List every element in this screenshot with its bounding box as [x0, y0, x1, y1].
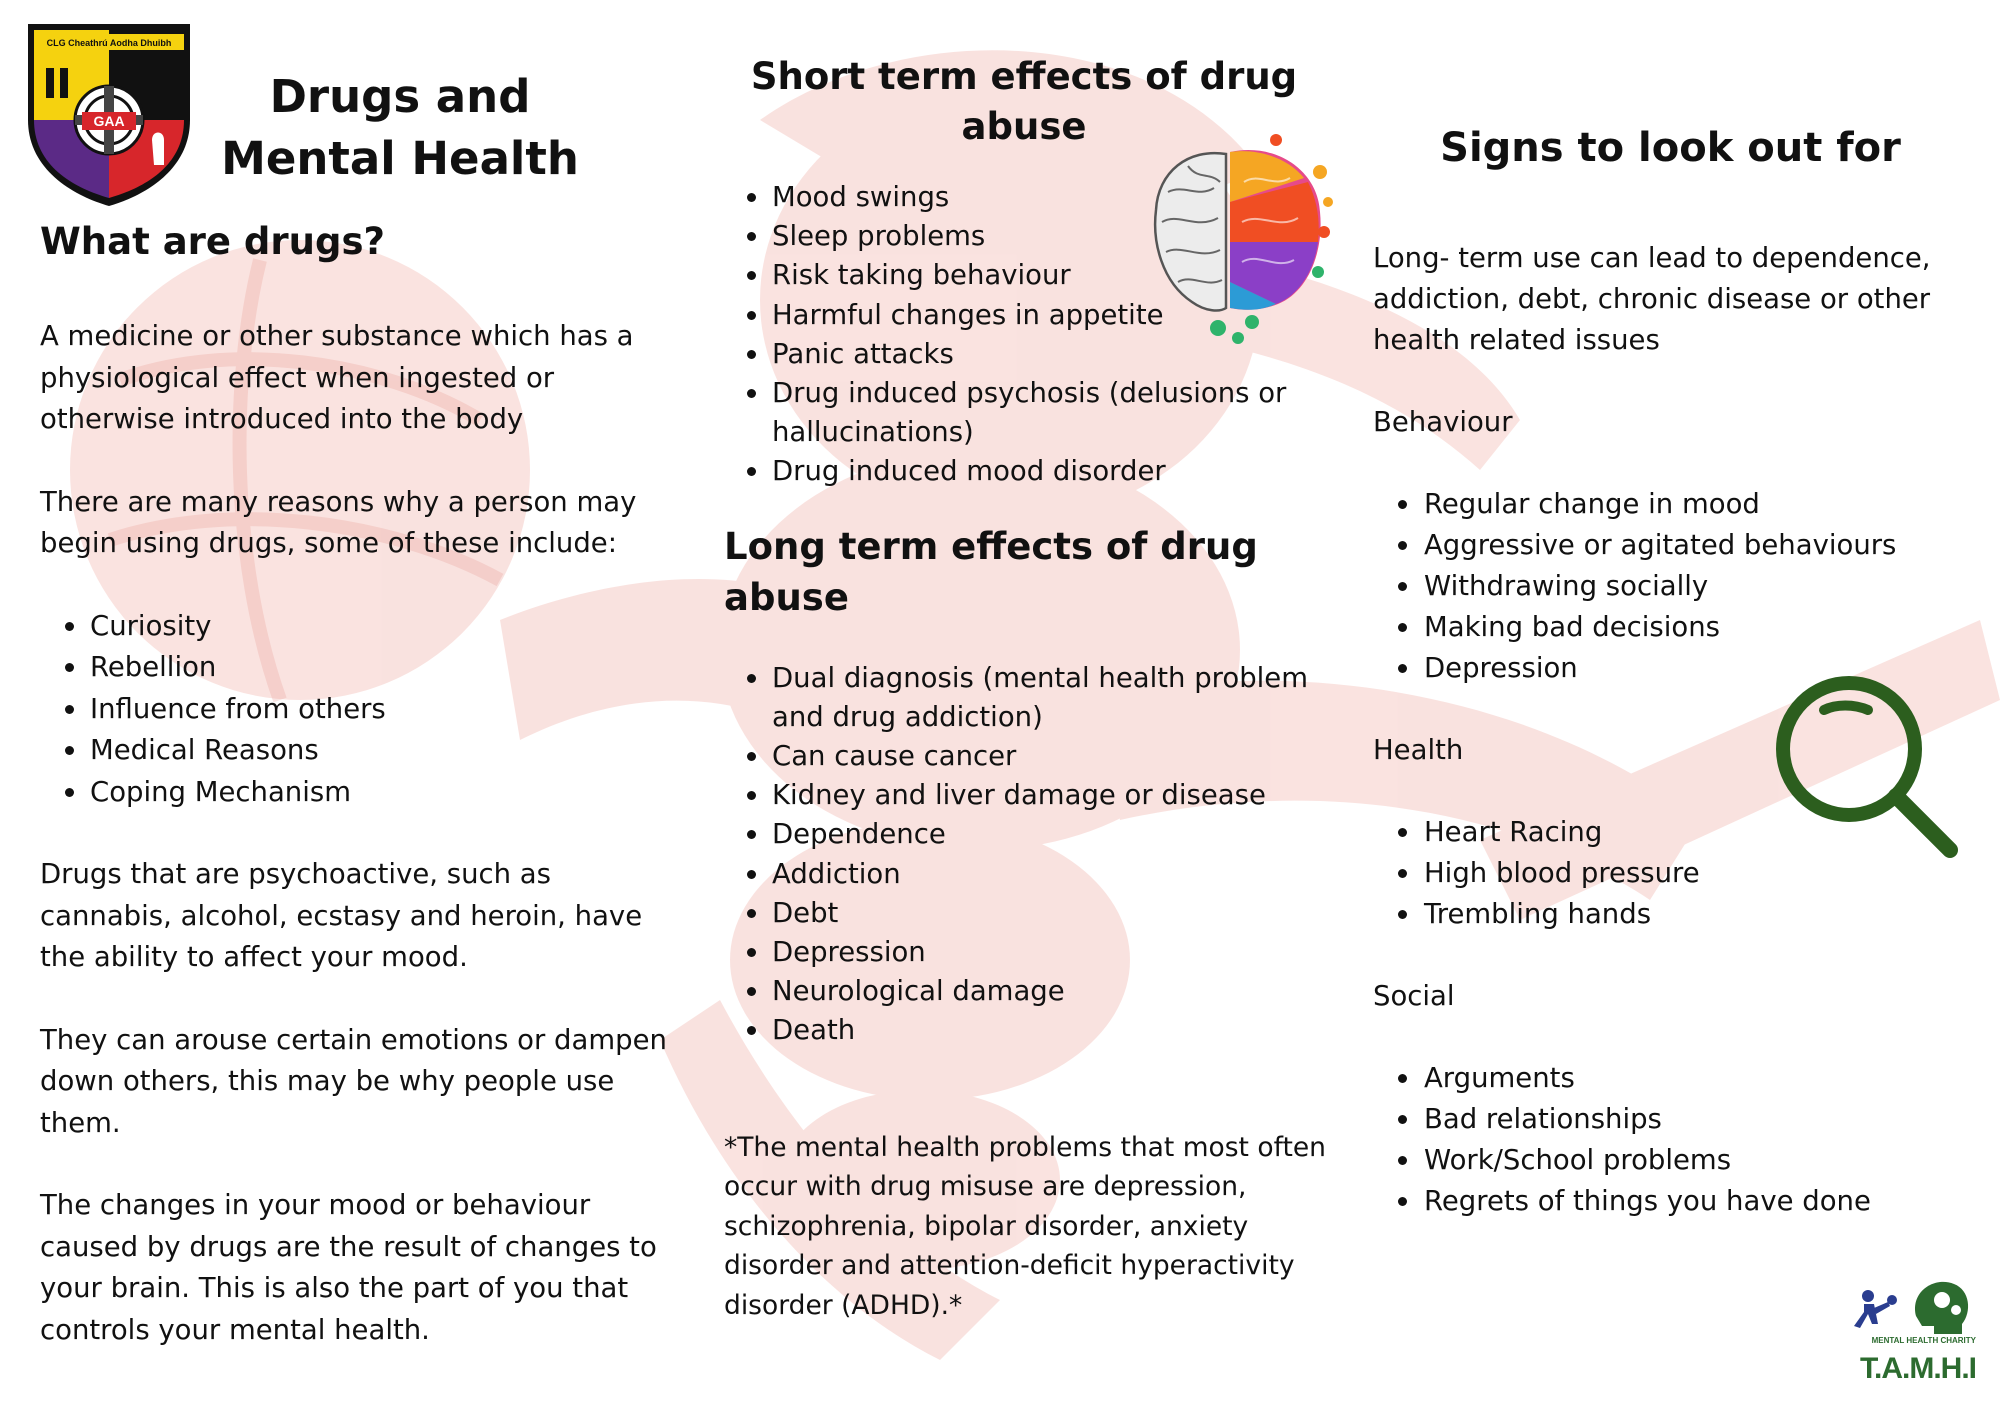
list-item: Depression — [772, 933, 1344, 972]
brain-icon — [1148, 132, 1334, 352]
health-heading: Health — [1373, 734, 1464, 766]
brain-changes-paragraph: The changes in your mood or behaviour caused by drugs are the result of changes to your brain. This is also the part of you that controls your mental health. — [40, 1189, 657, 1346]
list-item: Kidney and liver damage or disease — [772, 776, 1344, 815]
psychoactive-paragraph: Drugs that are psychoactive, such as cannabis, alcohol, ecstasy and heroin, have the ability to affect your mood. — [40, 858, 643, 973]
list-item: Risk taking behaviour — [772, 256, 1344, 295]
short-term-effects-heading: Short term effects of drug abuse — [750, 55, 1298, 148]
list-item: Making bad decisions — [1424, 607, 1973, 648]
magnifier-icon — [1764, 664, 1964, 864]
social-list — [1424, 1058, 1973, 1222]
crest-text: CLG Cheathrú Aodha Dhuibh — [46, 38, 172, 48]
list-item: Withdrawing socially — [1424, 566, 1973, 607]
list-item: Dependence — [772, 815, 1344, 854]
list-item: Depression — [1424, 648, 1973, 689]
list-item: Mood swings — [772, 178, 1344, 217]
reasons-list — [90, 606, 680, 814]
long-term-effects-heading: Long term effects of drug abuse — [724, 524, 1258, 619]
list-item: Work/School problems — [1424, 1140, 1973, 1181]
signs-heading: Signs to look out for — [1440, 125, 1901, 171]
list-item: Sleep problems — [772, 217, 1344, 256]
list-item: Regular change in mood — [1424, 484, 1973, 525]
list-item: Debt — [772, 894, 1344, 933]
list-item: Death — [772, 1011, 1344, 1050]
list-item: High blood pressure — [1424, 853, 1973, 894]
list-item: Rebellion — [90, 647, 680, 689]
behaviour-heading: Behaviour — [1373, 406, 1513, 438]
list-item: Heart Racing — [1424, 812, 1973, 853]
behaviour-list — [1424, 484, 1973, 689]
list-item: Medical Reasons — [90, 730, 680, 772]
list-item: Neurological damage — [772, 972, 1344, 1011]
list-item: Can cause cancer — [772, 737, 1344, 776]
list-item: Curiosity — [90, 606, 680, 648]
list-item: Harmful changes in appetite — [772, 296, 1344, 335]
list-item: Arguments — [1424, 1058, 1973, 1099]
list-item: Drug induced mood disorder — [772, 452, 1344, 491]
list-item: Bad relationships — [1424, 1099, 1973, 1140]
definition-paragraph: A medicine or other substance which has a physiological effect when ingested or otherwise introduced into the body — [40, 320, 634, 435]
list-item: Addiction — [772, 855, 1344, 894]
list-item: Trembling hands — [1424, 894, 1973, 935]
tamhi-name: T.A.M.H.I — [1860, 1352, 1976, 1385]
list-item: Influence from others — [90, 689, 680, 731]
crest-badge-text: GAA — [93, 113, 125, 129]
tamhi-subtitle: MENTAL HEALTH CHARITY — [1871, 1336, 1976, 1345]
list-item: Drug induced psychosis (delusions or hallucinations) — [772, 374, 1292, 452]
list-item: Panic attacks — [772, 335, 1344, 374]
reasons-intro-paragraph: There are many reasons why a person may begin using drugs, some of these include: — [40, 485, 637, 559]
what-are-drugs-heading: What are drugs? — [40, 220, 385, 263]
long-term-intro-paragraph: Long- term use can lead to dependence, addiction, debt, chronic disease or other health related issues — [1373, 242, 1931, 356]
list-item: Aggressive or agitated behaviours — [1424, 525, 1973, 566]
footnote-paragraph: *The mental health problems that most often occur with drug misuse are depression, schizophrenia, bipolar disorder, anxiety disorder and attention-deficit hyperactivity disorder (ADHD).* — [724, 1131, 1326, 1321]
list-item: Dual diagnosis (mental health problem and drug addiction) — [772, 659, 1312, 737]
crest-icon — [24, 20, 194, 208]
long-term-effects-list — [772, 659, 1344, 1051]
list-item: Regrets of things you have done — [1424, 1181, 1973, 1222]
emotions-paragraph: They can arouse certain emotions or dampen down others, this may be why people use them. — [40, 1023, 667, 1139]
left-column — [40, 220, 680, 1392]
social-heading: Social — [1373, 980, 1455, 1012]
page-title: Drugs and Mental Health — [221, 70, 579, 185]
list-item: Coping Mechanism — [90, 772, 680, 814]
